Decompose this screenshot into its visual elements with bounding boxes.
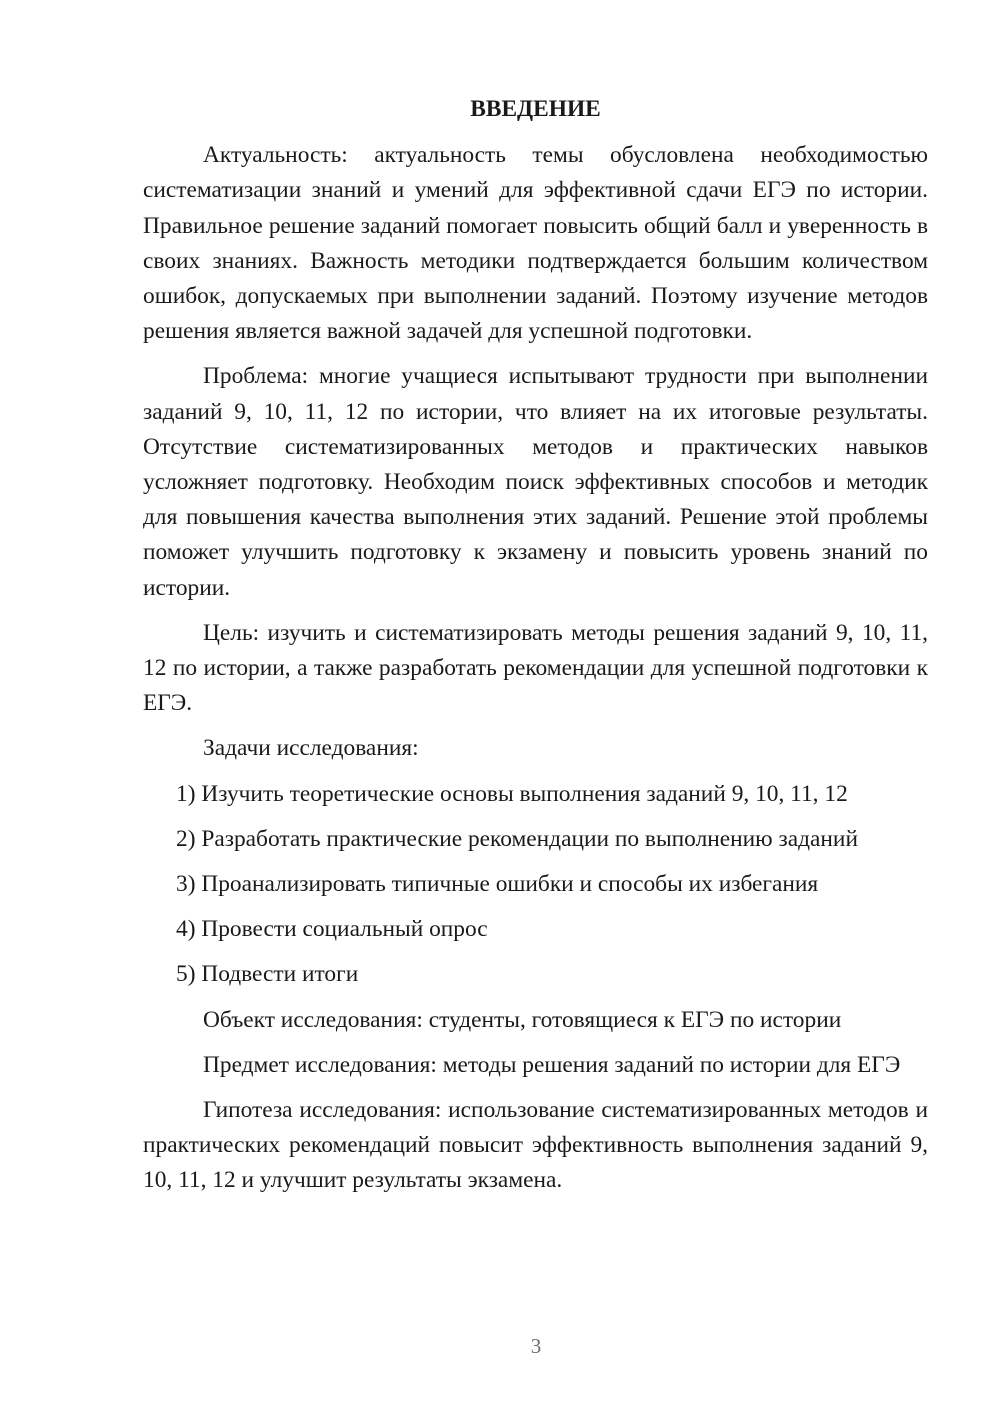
subject-paragraph: Предмет исследования: методы решения заданий по истории для ЕГЭ <box>203 1051 901 1078</box>
object-paragraph: Объект исследования: студенты, готовящиеся к ЕГЭ по истории <box>203 1006 842 1033</box>
goal-paragraph: Цель: изучить и систематизировать методы решения заданий 9, 10, 11, 12 по истории, а также разработать рекомендации для успешной подготовки к ЕГЭ. <box>143 619 928 717</box>
text-column <box>143 92 928 1209</box>
hypothesis-paragraph: Гипотеза исследования: использование систематизированных методов и практических рекомендаций повысит эффективность выполнения заданий 9, 10, 11, 12 и улучшит результаты экзамена. <box>143 1097 928 1194</box>
task-item: 3) Проанализировать типичные ошибки и способы их избегания <box>176 871 819 898</box>
task-item: 4) Провести социальный опрос <box>176 916 488 943</box>
tasks-heading: Задачи исследования: <box>203 735 419 762</box>
tasks-list <box>143 777 928 993</box>
page-number: 3 <box>530 1334 542 1358</box>
task-item: 5) Подвести итоги <box>176 961 359 988</box>
page-title: ВВЕДЕНИЕ <box>470 96 601 122</box>
task-item: 1) Изучить теоретические основы выполнения заданий 9, 10, 11, 12 <box>176 780 848 807</box>
task-item: 2) Разработать практические рекомендации по выполнению заданий <box>176 825 858 852</box>
relevance-paragraph: Актуальность: актуальность темы обусловлена необходимостью систематизации знаний и умений для эффективной сдачи ЕГЭ по истории. Правильное решение заданий помогает повысить общий балл и уверенность в своих знаниях. Важность методики подтверждается большим количеством ошибок, допускаемых при выполнении заданий. Поэтому изучение методов решения является важной задачей для успешной подготовки. <box>143 142 928 345</box>
problem-paragraph: Проблема: многие учащиеся испытывают трудности при выполнении заданий 9, 10, 11, 12 по истории, что влияет на их итоговые результаты. Отсутствие систематизированных методов и практических навыков усложняет подготовку. Необходим поиск эффективных способов и методик для повышения качества выполнения этих заданий. Решение этой проблемы поможет улучшить подготовку к экзамену и повысить уровень знаний по истории. <box>143 363 928 601</box>
